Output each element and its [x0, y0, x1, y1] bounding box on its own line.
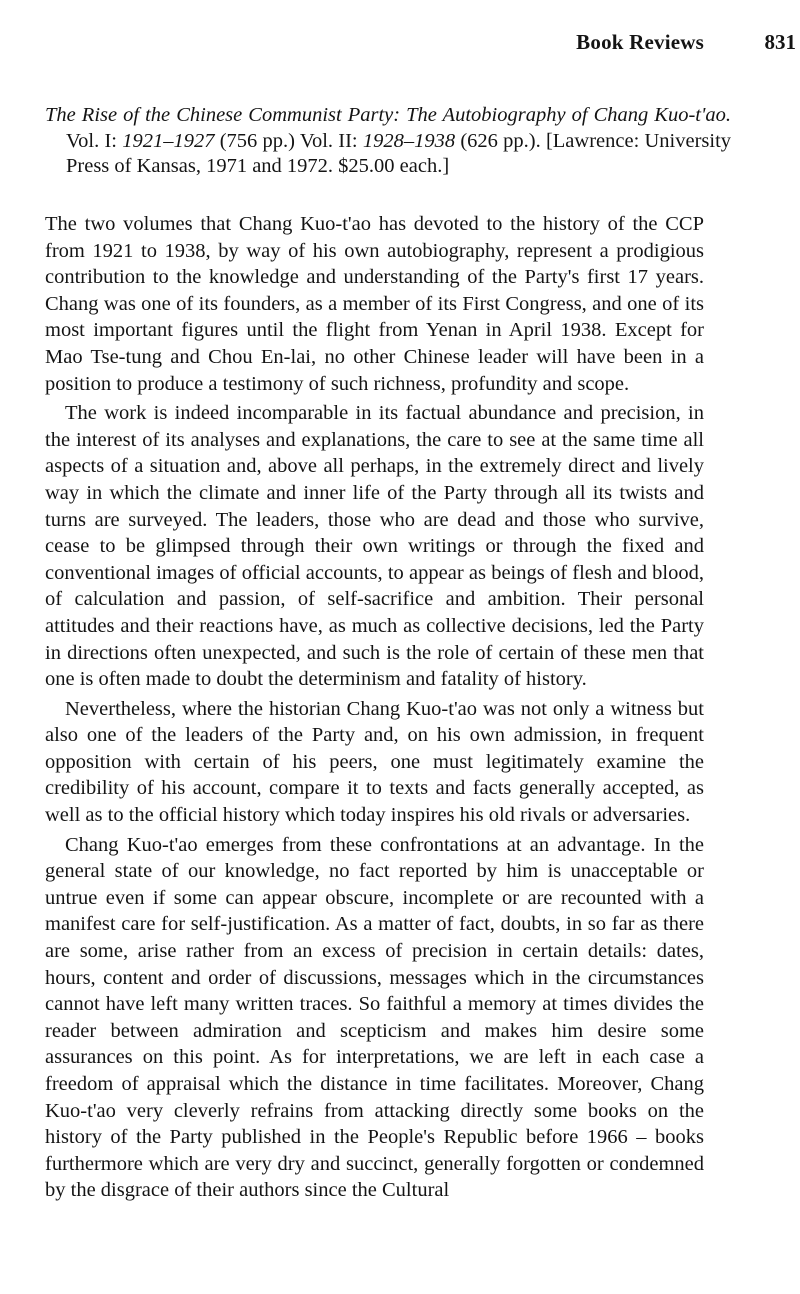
paragraph: Chang Kuo-t'ao emerges from these confrontations at an advantage. In the general state of our knowledge, no fact reported by him is unacceptable or untrue even if some can appear obscure, incomplete or are recounted with a manifest care for self-justification. As a matter of fact, doubts, in so far as there are some, arise rather from an excess of precision in certain details: dates, hours, content and order of discussions, messages which in the circumstances cannot have left many written traces. So faithful a memory at times divides the reader between admiration and scepticism and makes him desire some assurances on this point. As for interpretations, we are left in each case a freedom of appraisal which the distance in time facilitates. Moreover, Chang Kuo-t'ao very cleverly refrains from attacking directly some books on the history of the Party published in the People's Republic before 1966 – books furthermore which are very dry and succinct, generally forgotten or condemned by the disgrace of their authors since the Cultural [45, 833, 704, 1202]
page-number: 831 [764, 30, 796, 54]
running-head [0, 30, 800, 60]
volume-two-years: 1928–1938 [362, 129, 456, 152]
review-body [45, 211, 704, 1207]
volume-one-label: Vol. I: [66, 129, 117, 152]
paragraph: Nevertheless, where the historian Chang Kuo-t'ao was not only a witness but also one of the leaders of the Party and, on his own admission, in frequent opposition with certain of his peers, one must legitimately examine the credibility of his account, compare it to texts and facts generally accepted, as well as to the official history which today inspires his old rivals or adversaries. [45, 697, 704, 827]
volume-one-pages: (756 pp.) [219, 129, 295, 152]
paragraph: The work is indeed incomparable in its factual abundance and precision, in the interest of its analyses and explanations, the care to see at the same time all aspects of a situation and, above all perhaps, in the extremely direct and lively way in which the climate and inner life of the Party through all its twists and turns are surveyed. The leaders, those who are dead and those who survive, cease to be glimpsed through their own writings or through the fixed and conventional images of official accounts, to appear as beings of flesh and blood, of calculation and passion, of self-sacrifice and ambition. Their personal attitudes and their reactions have, as much as collective decisions, led the Party in directions often unexpected, and such is the role of certain of these men that one is often made to doubt the determinism and fatality of history. [45, 402, 704, 691]
running-title: Book Reviews [576, 30, 704, 54]
volume-one-years: 1921–1927 [122, 129, 215, 152]
book-title: The Rise of the Chinese Communist Party: The Autobiography of Chang Kuo-t'ao. [45, 104, 731, 126]
volume-two-label: Vol. II: [299, 129, 358, 152]
book-citation [45, 103, 731, 180]
paragraph: The two volumes that Chang Kuo-t'ao has devoted to the history of the CCP from 1921 to 1938, by way of his own autobiography, represent a prodigious contribution to the knowledge and understanding of the Party's first 17 years. Chang was one of its founders, as a member of its First Congress, and one of its most important figures until the flight from Yenan in April 1938. Except for Mao Tse-tung and Chou En-lai, no other Chinese leader will have been in a position to produce a testimony of such richness, profundity and scope. [45, 213, 704, 395]
publication-details: (626 pp.). [Lawrence: University Press of Kansas, 1971 and 1972. $25.00 each.] [66, 129, 732, 177]
